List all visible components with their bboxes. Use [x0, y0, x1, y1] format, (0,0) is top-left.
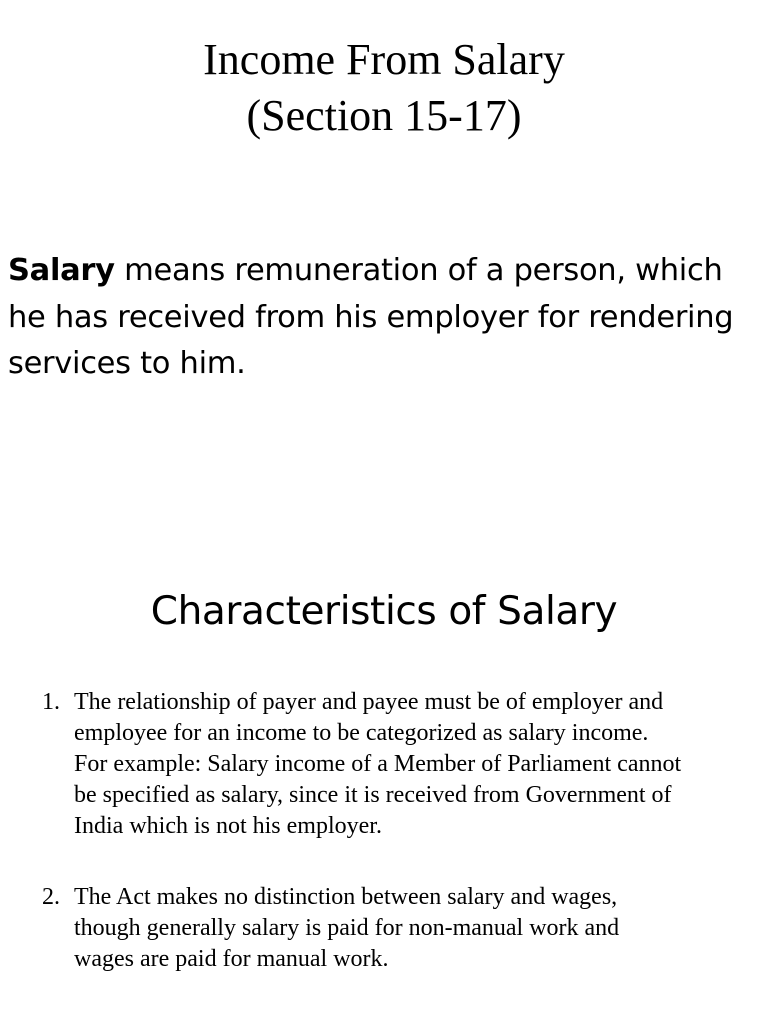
list-item-line: though generally salary is paid for non-manual work and [74, 915, 620, 941]
definition-line-2: he has received from his employer for rendering [8, 299, 734, 335]
salary-definition [8, 248, 764, 388]
characteristics-heading: Characteristics of Salary [150, 589, 618, 634]
slide-characteristics-of-salary [0, 560, 768, 1024]
list-item-number: 2. [42, 884, 60, 910]
list-item-line: For example: Salary income of a Member of Parliament cannot [74, 751, 682, 777]
list-item-line: The relationship of payer and payee must be of employer and [74, 689, 664, 715]
list-item [42, 687, 742, 842]
slide-title-line-1: Income From Salary [203, 35, 565, 84]
definition-line-3: services to him. [8, 346, 246, 381]
definition-line-1: means remuneration of a person, which [114, 253, 723, 288]
list-item-number: 1. [42, 689, 60, 715]
list-item-line: wages are paid for manual work. [74, 946, 389, 972]
list-item-line: employee for an income to be categorized as salary income. [74, 720, 649, 746]
list-item-line: The Act makes no distinction between salary and wages, [74, 884, 618, 910]
list-item-line: be specified as salary, since it is received from Government of [74, 782, 672, 808]
list-item-line: India which is not his employer. [74, 813, 382, 839]
slide-title-line-2: (Section 15-17) [246, 91, 522, 140]
definition-term: Salary [8, 253, 115, 288]
characteristics-list [42, 687, 742, 1015]
slide-title [0, 32, 768, 144]
list-item [42, 882, 742, 975]
